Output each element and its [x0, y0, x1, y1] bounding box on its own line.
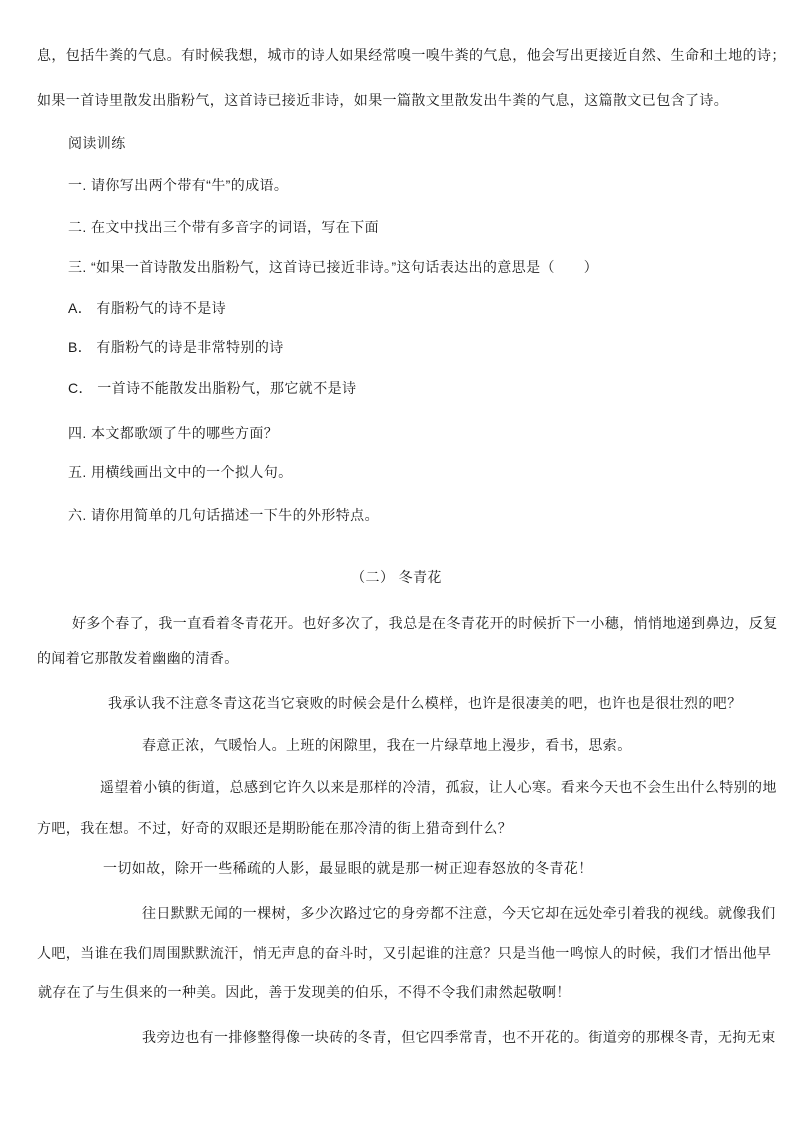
option-b: B． 有脂粉气的诗是非常特别的诗 — [68, 339, 284, 355]
p2-para4-line1: 遥望着小镇的街道，总感到它许久以来是那样的冷清，孤寂，让人心寒。看来今天也不会生出什么特别的地 — [100, 779, 777, 795]
p2-para7-line1: 我旁边也有一排修整得像一块砖的冬青，但它四季常青，也不开花的。街道旁的那棵冬青，无拘无束 — [142, 1029, 776, 1045]
option-c: C． 一首诗不能散发出脂粉气，那它就不是诗 — [68, 380, 357, 396]
p2-para1-line1: 好多个春了，我一直看着冬青花开。也好多次了，我总是在冬青花开的时候折下一小穗，悄悄地递到鼻边，反复 — [72, 615, 778, 631]
question-one: 一. 请你写出两个带有“牛”的成语。 — [68, 177, 289, 193]
passage-two-title: （二） 冬青花 — [351, 569, 442, 585]
p2-para6-line2: 人吧，当谁在我们周围默默流汗，悄无声息的奋斗时，又引起谁的注意？只是当他一鸣惊人的时候，我们才悟出他早 — [37, 945, 772, 961]
question-five: 五. 用横线画出文中的一个拟人句。 — [68, 464, 293, 480]
p2-para5-line1: 一切如故，除开一些稀疏的人影，最显眼的就是那一树正迎春怒放的冬青花！ — [103, 860, 593, 876]
p2-para4-line2: 方吧，我在想。不过，好奇的双眼还是期盼能在那冷清的街上猎奇到什么？ — [37, 820, 513, 836]
question-three: 三. “如果一首诗散发出脂粉气，这首诗已接近非诗。”这句话表达出的意思是（ ） — [68, 259, 599, 275]
question-six: 六. 请你用简单的几句话描述一下牛的外形特点。 — [68, 507, 379, 523]
question-two: 二. 在文中找出三个带有多音字的词语，写在下面 — [68, 219, 379, 235]
option-a: A． 有脂粉气的诗不是诗 — [68, 300, 227, 316]
passage-one-line-1: 息，包括牛粪的气息。有时候我想，城市的诗人如果经常嗅一嗅牛粪的气息，他会写出更接近自然、生命和土地的诗； — [37, 47, 786, 63]
p2-para3-line1: 春意正浓，气暖怡人。上班的闲隙里，我在一片绿草地上漫步，看书，思索。 — [142, 737, 632, 753]
question-four: 四. 本文都歌颂了牛的哪些方面？ — [68, 425, 279, 441]
p2-para1-line2: 的闻着它那散发着幽幽的清香。 — [37, 650, 239, 666]
reading-training-header: 阅读训练 — [68, 135, 126, 151]
p2-para6-line1: 往日默默无闻的一棵树，多少次路过它的身旁都不注意，今天它却在远处牵引着我的视线。就像我们 — [142, 905, 776, 921]
passage-one-line-2: 如果一首诗里散发出脂粉气，这首诗已接近非诗，如果一篇散文里散发出牛粪的气息，这篇散文已包含了诗。 — [37, 92, 729, 108]
p2-para6-line3: 就存在了与生俱来的一种美。因此，善于发现美的伯乐，不得不令我们肃然起敬啊！ — [38, 984, 571, 1000]
p2-para2-line1: 我承认我不注意冬青这花当它衰败的时候会是什么模样，也许是很凄美的吧，也许也是很壮烈的吧？ — [108, 695, 742, 711]
